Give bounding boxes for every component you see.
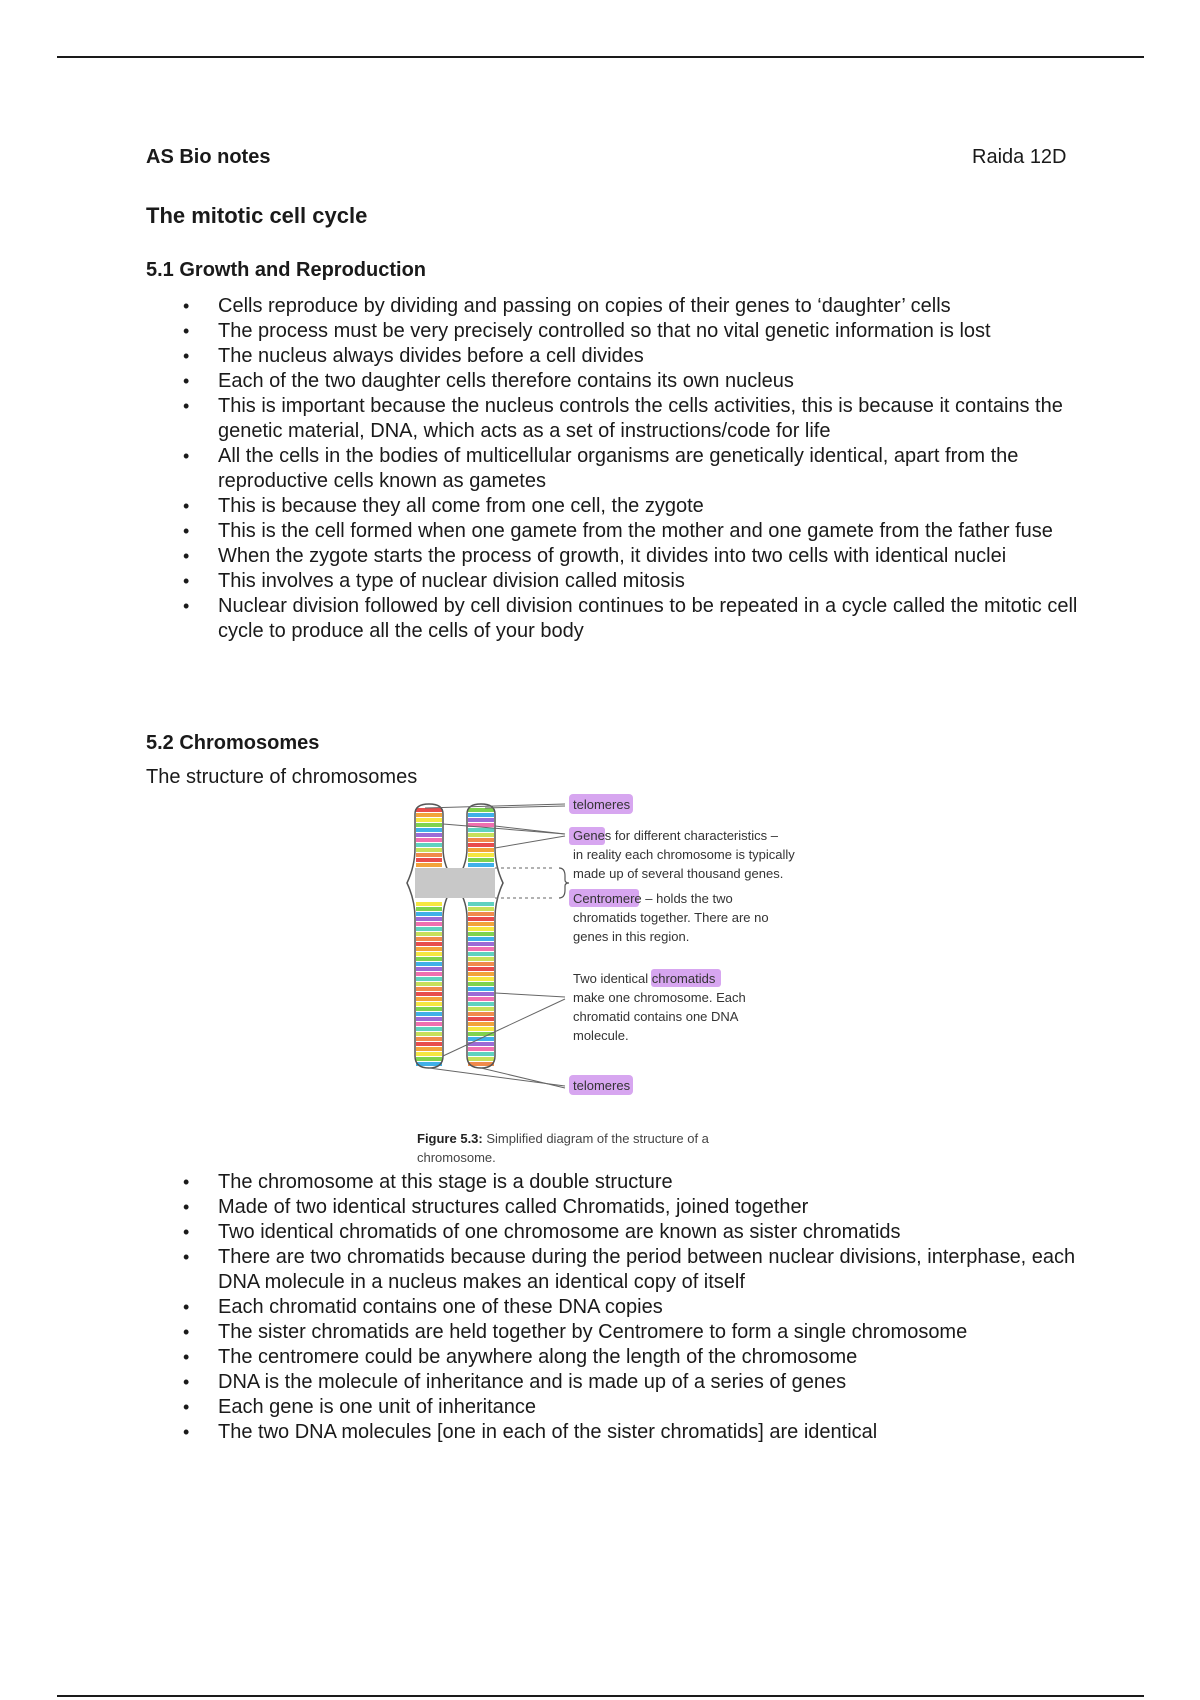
gene-band: [416, 1057, 442, 1061]
bottom-rule: [57, 1695, 1144, 1697]
list-item: • This is because they all come from one cell, the zygote: [146, 494, 1086, 519]
label-genes-line3: made up of several thousand genes.: [573, 866, 784, 881]
section-intro: The structure of chromosomes: [146, 766, 418, 788]
gene-band: [416, 932, 442, 936]
label-chromatids-line4: molecule.: [573, 1028, 629, 1043]
gene-band: [468, 942, 494, 946]
chromosome-diagram: [395, 786, 840, 1174]
gene-band: [416, 962, 442, 966]
gene-band: [416, 927, 442, 931]
label-centromere-line3: genes in this region.: [573, 929, 690, 944]
header-author: Raida 12D: [972, 146, 1067, 168]
label-genes: Genes for different characteristics –: [573, 828, 778, 843]
label-telomeres-top: telomeres: [573, 797, 631, 812]
gene-band: [468, 917, 494, 921]
gene-band: [416, 1052, 442, 1056]
gene-band: [468, 997, 494, 1001]
gene-band: [416, 1042, 442, 1046]
gene-band: [468, 907, 494, 911]
gene-band: [416, 1037, 442, 1041]
leader-line: [481, 1068, 565, 1088]
list-item: • Cells reproduce by dividing and passing on copies of their genes to ‘daughter’ cells: [146, 294, 1086, 319]
label-chromatids: Two identical chromatids: [573, 971, 716, 986]
gene-band: [468, 937, 494, 941]
gene-band: [468, 813, 494, 817]
list-item: • Made of two identical structures called Chromatids, joined together: [146, 1195, 1086, 1220]
gene-band: [416, 942, 442, 946]
gene-band: [416, 907, 442, 911]
gene-band: [468, 1017, 494, 1021]
list-item: • The centromere could be anywhere along the length of the chromosome: [146, 1345, 1086, 1370]
gene-band: [416, 853, 442, 857]
gene-band: [468, 1037, 494, 1041]
gene-band: [416, 982, 442, 986]
gene-band: [416, 922, 442, 926]
gene-band: [416, 1012, 442, 1016]
gene-band: [416, 1007, 442, 1011]
gene-band: [468, 912, 494, 916]
label-genes-line2: in reality each chromosome is typically: [573, 847, 795, 862]
gene-band: [416, 818, 442, 822]
growth-bullet-list: [146, 294, 1086, 644]
gene-band: [416, 957, 442, 961]
gene-band: [468, 952, 494, 956]
gene-band: [468, 863, 494, 867]
list-item: • The process must be very precisely controlled so that no vital genetic information is lost: [146, 319, 1086, 344]
leader-line: [495, 993, 565, 997]
list-item: • When the zygote starts the process of growth, it divides into two cells with identical nuclei: [146, 544, 1086, 569]
top-rule: [57, 56, 1144, 58]
gene-band: [468, 833, 494, 837]
list-item: • This is the cell formed when one gamete from the mother and one gamete from the father fuse: [146, 519, 1086, 544]
gene-band: [416, 1017, 442, 1021]
gene-band: [468, 932, 494, 936]
gene-band: [468, 848, 494, 852]
label-centromere-line2: chromatids together. There are no: [573, 910, 769, 925]
list-item: • There are two chromatids because during the period between nuclear divisions, interphase, each DNA molecule in a nucleus makes an identical copy of itself: [146, 1245, 1086, 1295]
list-item: • The sister chromatids are held together by Centromere to form a single chromosome: [146, 1320, 1086, 1345]
label-centromere: Centromere – holds the two: [573, 891, 733, 906]
gene-band: [416, 902, 442, 906]
gene-band: [468, 808, 494, 812]
gene-band: [468, 902, 494, 906]
label-chromatids-line2: make one chromosome. Each: [573, 990, 746, 1005]
gene-band: [416, 843, 442, 847]
list-item: • Each chromatid contains one of these DNA copies: [146, 1295, 1086, 1320]
gene-band: [416, 813, 442, 817]
gene-band: [416, 947, 442, 951]
centromere-shape: [415, 868, 495, 898]
list-item: • Nuclear division followed by cell division continues to be repeated in a cycle called the mitotic cell cycle to produce all the cells of your body: [146, 594, 1086, 644]
gene-band: [468, 972, 494, 976]
gene-band: [468, 982, 494, 986]
gene-band: [416, 863, 442, 867]
gene-band: [416, 977, 442, 981]
chromosome-bullet-list: [146, 1170, 1086, 1445]
gene-band: [468, 1057, 494, 1061]
leader-line: [443, 824, 565, 834]
list-item: • The nucleus always divides before a cell divides: [146, 344, 1086, 369]
gene-band: [468, 853, 494, 857]
list-item: • DNA is the molecule of inheritance and is made up of a series of genes: [146, 1370, 1086, 1395]
list-item: • The two DNA molecules [one in each of the sister chromatids] are identical: [146, 1420, 1086, 1445]
list-item: • The chromosome at this stage is a double structure: [146, 1170, 1086, 1195]
gene-band: [416, 912, 442, 916]
gene-band: [468, 927, 494, 931]
gene-band: [416, 972, 442, 976]
gene-band: [468, 967, 494, 971]
leader-line: [495, 826, 565, 834]
gene-band: [416, 823, 442, 827]
leader-line: [443, 999, 565, 1056]
gene-band: [416, 967, 442, 971]
gene-band: [416, 1002, 442, 1006]
gene-band: [468, 977, 494, 981]
gene-band: [416, 828, 442, 832]
chromosome-bands: [416, 808, 494, 1066]
section-heading-growth: 5.1 Growth and Reproduction: [146, 259, 427, 281]
brace: [559, 868, 569, 898]
gene-band: [416, 808, 442, 812]
label-telomeres-bottom: telomeres: [573, 1078, 631, 1093]
leader-line: [495, 836, 565, 848]
gene-band: [468, 818, 494, 822]
gene-band: [468, 992, 494, 996]
gene-band: [468, 1052, 494, 1056]
gene-band: [416, 997, 442, 1001]
gene-band: [468, 922, 494, 926]
gene-band: [468, 1022, 494, 1026]
list-item: • This is important because the nucleus controls the cells activities, this is because it contains the genetic material, DNA, which acts as a set of instructions/code for life: [146, 394, 1086, 444]
gene-band: [416, 987, 442, 991]
gene-band: [468, 858, 494, 862]
gene-band: [416, 1022, 442, 1026]
gene-band: [468, 1002, 494, 1006]
gene-band: [468, 947, 494, 951]
list-item: • Each gene is one unit of inheritance: [146, 1395, 1086, 1420]
gene-band: [416, 937, 442, 941]
gene-band: [416, 833, 442, 837]
gene-band: [416, 952, 442, 956]
list-item: • This involves a type of nuclear division called mitosis: [146, 569, 1086, 594]
figure-caption-text: Simplified diagram of the structure of a chromosome.: [417, 1131, 709, 1165]
gene-band: [416, 917, 442, 921]
gene-band: [468, 957, 494, 961]
gene-band: [416, 848, 442, 852]
gene-band: [468, 987, 494, 991]
gene-band: [468, 828, 494, 832]
gene-band: [468, 1012, 494, 1016]
gene-band: [416, 858, 442, 862]
figure-caption-label: Figure 5.3:: [417, 1131, 483, 1146]
gene-band: [468, 843, 494, 847]
page-title: The mitotic cell cycle: [146, 203, 368, 228]
gene-band: [416, 1032, 442, 1036]
chromosome-figure: [395, 786, 840, 1174]
list-item: • All the cells in the bodies of multicellular organisms are genetically identical, apart from the reproductive cells known as gametes: [146, 444, 1086, 494]
gene-band: [468, 1007, 494, 1011]
gene-band: [468, 1047, 494, 1051]
gene-band: [416, 992, 442, 996]
gene-band: [468, 838, 494, 842]
label-chromatids-line3: chromatid contains one DNA: [573, 1009, 739, 1024]
gene-band: [416, 1027, 442, 1031]
list-item: • Each of the two daughter cells therefore contains its own nucleus: [146, 369, 1086, 394]
gene-band: [416, 1047, 442, 1051]
gene-band: [416, 838, 442, 842]
gene-band: [468, 962, 494, 966]
figure-caption: [417, 1129, 777, 1167]
gene-band: [468, 1027, 494, 1031]
list-item: • Two identical chromatids of one chromosome are known as sister chromatids: [146, 1220, 1086, 1245]
header-title: AS Bio notes: [146, 146, 271, 168]
section-heading-chromosomes: 5.2 Chromosomes: [146, 732, 320, 754]
